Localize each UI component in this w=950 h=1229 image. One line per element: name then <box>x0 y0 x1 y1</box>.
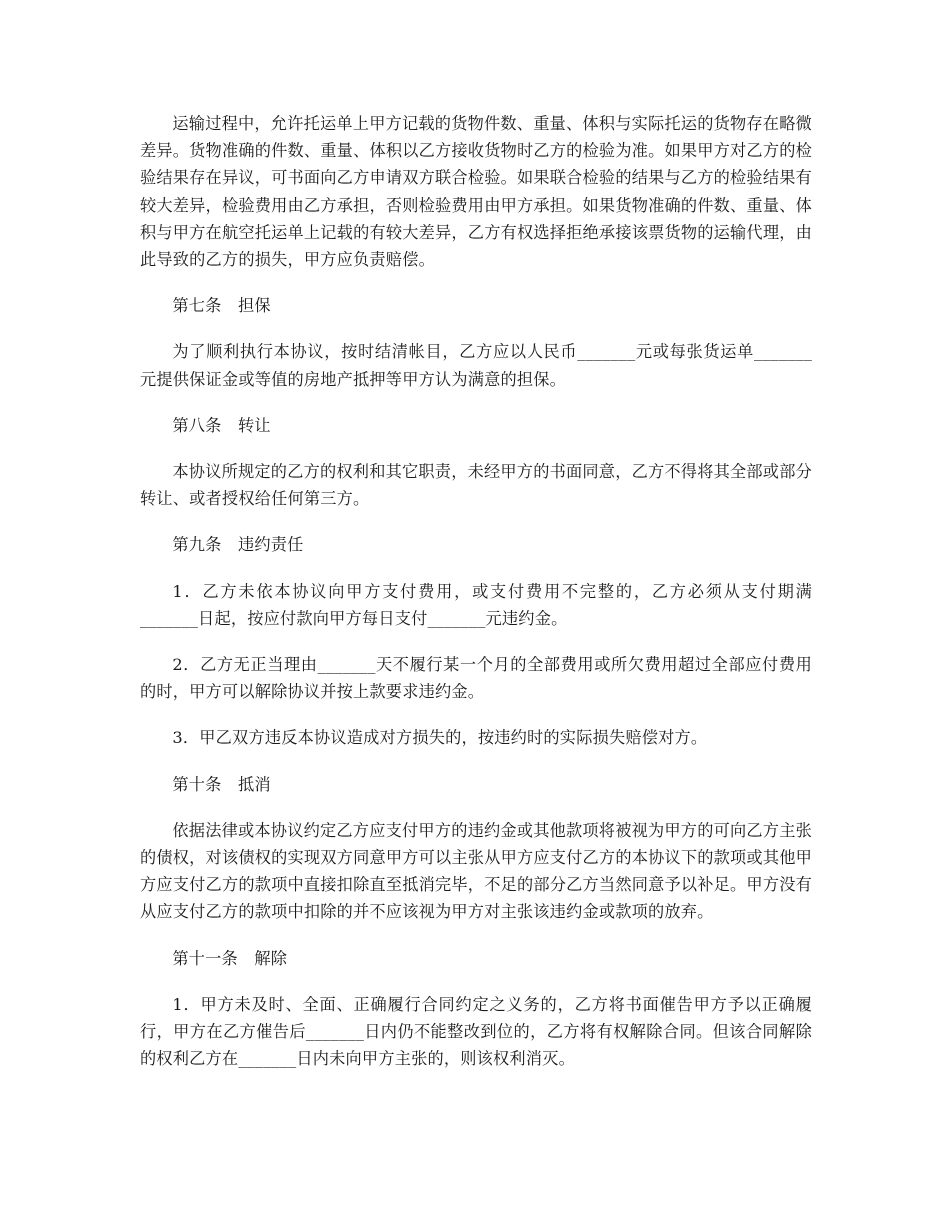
heading-article-11: 第十一条 解除 <box>172 948 288 968</box>
paragraph-breach-3: 3．甲乙双方违反本协议造成对方损失的，按违约时的实际损失赔偿对方。 <box>172 728 708 748</box>
heading-article-9: 第九条 违约责任 <box>172 535 304 555</box>
paragraph-cargo-discrepancy: 运输过程中，允许托运单上甲方记载的货物件数、重量、体积与实际托运的货物存在略微差异。货物准确的件数、重量、体积以乙方接收货物时乙方的检验为准。如果甲方对乙方的检验结果存在异议，可书面向乙方申请双方联合检验。如果联合检验的结果与乙方的检验结果有较大差异，检验费用由乙方承担，否则检验费用由甲方承担。如果货物准确的件数、重量、体积与甲方在航空托运单上记载的有较大差异，乙方有权选择拒绝承接该票货物的运输代理，由此导致的乙方的损失，甲方应负责赔偿。 <box>140 114 812 270</box>
heading-article-7: 第七条 担保 <box>172 296 271 316</box>
paragraph-breach-1: 1．乙方未依本协议向甲方支付费用，或支付费用不完整的，乙方必须从支付期满_______日起，按应付款向甲方每日支付_______元违约金。 <box>140 581 812 628</box>
paragraph-offset: 依据法律或本协议约定乙方应支付甲方的违约金或其他款项将被视为甲方的可向乙方主张的债权，对该债权的实现双方同意甲方可以主张从甲方应支付乙方的本协议下的款项或其他甲方应支付乙方的款项中直接扣除直至抵消完毕，不足的部分乙方当然同意予以补足。甲方没有从应支付乙方的款项中扣除的并不应该视为甲方对主张该违约金或款项的放弃。 <box>140 820 812 922</box>
paragraph-transfer: 本协议所规定的乙方的权利和其它职责，未经甲方的书面同意，乙方不得将其全部或部分转让、或者授权给任何第三方。 <box>140 462 812 509</box>
paragraph-breach-2: 2．乙方无正当理由_______天不履行某一个月的全部费用或所欠费用超过全部应付费用的时，甲方可以解除协议并按上款要求违约金。 <box>140 655 812 702</box>
heading-article-10: 第十条 抵消 <box>172 774 271 794</box>
heading-article-8: 第八条 转让 <box>172 415 271 435</box>
paragraph-termination-1: 1．甲方未及时、全面、正确履行合同约定之义务的，乙方将书面催告甲方予以正确履行，甲方在乙方催告后_______日内仍不能整改到位的，乙方将有权解除合同。但该合同解除的权利乙方在_______日内未向甲方主张的，则该权利消灭。 <box>140 994 812 1069</box>
document-page <box>140 110 812 1091</box>
paragraph-guarantee: 为了顺利执行本协议，按时结清帐目，乙方应以人民币_______元或每张货运单_______元提供保证金或等值的房地产抵押等甲方认为满意的担保。 <box>140 342 812 389</box>
